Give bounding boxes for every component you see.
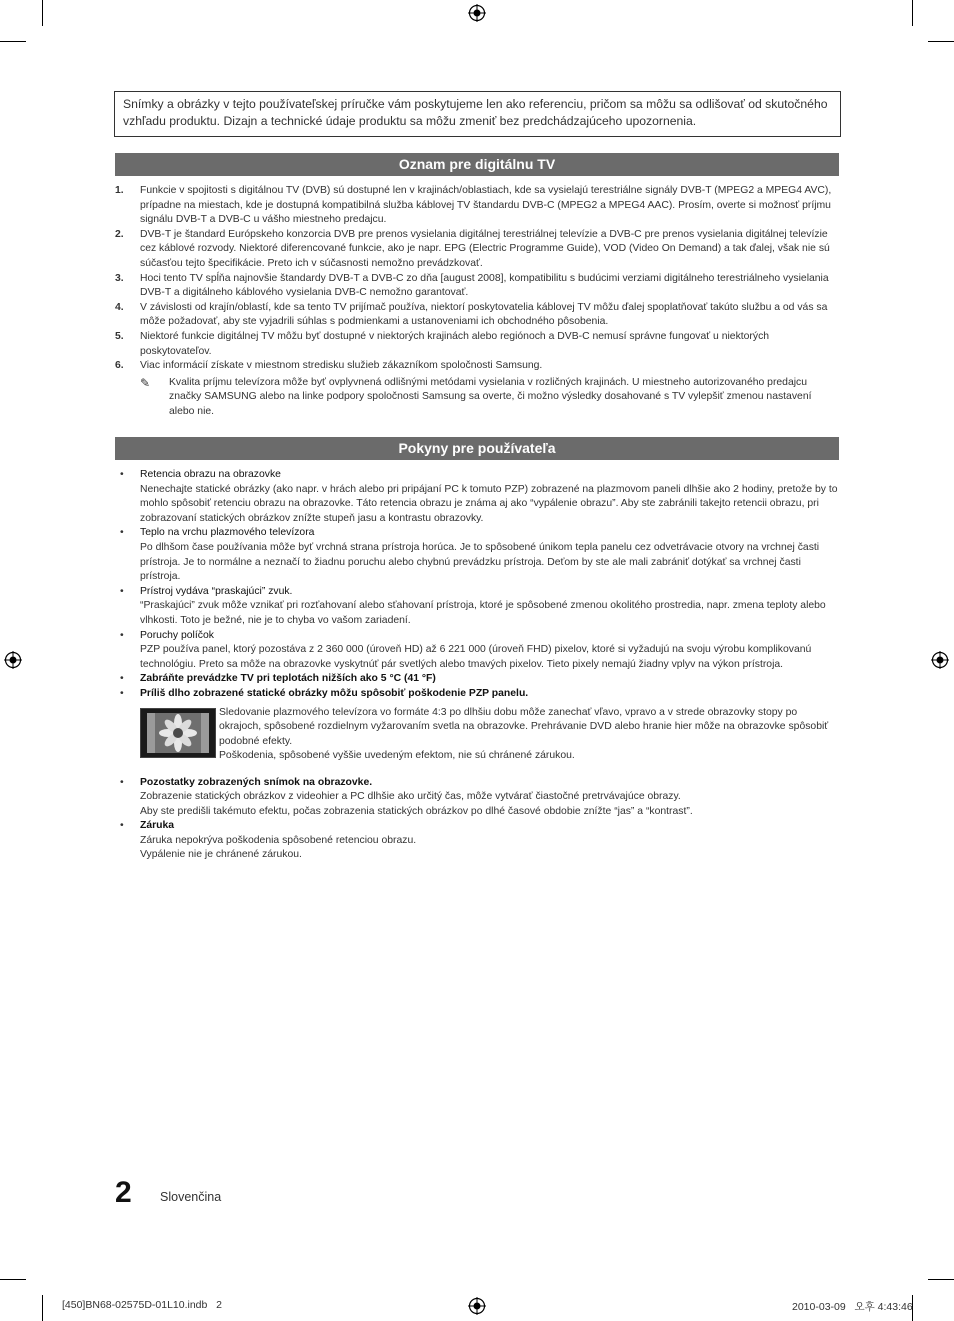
item-title-bold: Pozostatky zobrazených snímok na obrazovke.: [140, 776, 373, 788]
item-number: 4.: [115, 301, 124, 313]
bullet: •: [120, 585, 124, 597]
list-item: [115, 585, 839, 629]
registration-mark-icon: [468, 4, 486, 22]
bullet: •: [120, 820, 124, 832]
registration-mark-icon: [931, 651, 949, 669]
tv-screen-flower-image: [140, 708, 216, 758]
item-text: Po dlhšom čase používania môže byť vrchná strana prístroja horúca. Je to spôsobené únikom tepla panelu cez odvetrávacie otvory na vrchnej časti prístroja. Je to normálne a neznačí to žiadnu poruchu alebo chybnú prevádzku prístroja. Deťom by ste ale mali zabrániť dotýkať sa vrchnej časti prístroja.: [140, 541, 820, 583]
list-item: [115, 272, 839, 301]
bullet: •: [120, 527, 124, 539]
list-item: [115, 672, 839, 687]
bullet: •: [120, 776, 124, 788]
item-text: PZP používa panel, ktorý pozostáva z 2 360 000 (úroveň HD) až 6 221 000 (úroveň FHD) pixelov, ktoré si vyžadujú na svoju výrobu komplikovanú technológiu. Preto sa môže na obrazovke vyskytnúť pár svetlých alebo tmavých pixelov. Tieto pixely nemajú žiadny vplyv na výkon prístroja.: [140, 644, 812, 670]
list-item: [115, 330, 839, 359]
item-number: 3.: [115, 272, 124, 284]
footer-file-info: [450]BN68-02575D-01L10.indb 2: [62, 1299, 222, 1311]
item-title-bold: Zabráňte prevádzke TV pri teplotách nižších ako 5 °C (41 °F): [140, 673, 436, 685]
page-language: Slovenčina: [160, 1190, 222, 1204]
item-text: Nenechajte statické obrázky (ako napr. v hrách alebo pri pripájaní PC k tomuto PZP) zobrazené na plazmovom paneli dlhšie ako 2 hodiny, pretože by to mohlo spôsobiť retenciu obrazu na obrazovke. Táto retencia obrazu je známa aj ako “vypálenie obrazu”. Aby ste zabránili takejto retencii obrazu, pri zobrazovaní statických obrázkov znížte stupeň jasu a kontrastu obrazovky.: [140, 483, 838, 524]
item-text: V závislosti od krajín/oblastí, kde sa tento TV prijímač používa, niektorí poskytovatelia káblovej TV môžu ďalej spoplatňovať takúto službu a od vás sa môže požadovať, aby ste vyjadrili súhlas s podmienkami a ustanoveniami ich obchodného pôsobenia.: [140, 301, 828, 328]
list-item: [115, 468, 839, 526]
disclaimer-box: Snímky a obrázky v tejto používateľskej príručke vám poskytujeme len ako referenciu, pričom sa môžu sa odlišovať od skutočného vzhľadu produktu. Dizajn a technické údaje produktu sa môžu zmeniť bez predchádzajúceho upozornenia.: [114, 91, 841, 137]
bullet: •: [120, 629, 124, 641]
item-text: Niektoré funkcie digitálnej TV môžu byť dostupné v niektorých krajinách alebo regiónoch a DVB-C nemusí správne fungovať u niektorých poskytovateľov.: [140, 330, 770, 357]
bullet: •: [120, 687, 124, 699]
registration-mark-icon: [4, 651, 22, 669]
burn-in-text: [219, 706, 839, 764]
item-number: 1.: [115, 185, 124, 196]
crop-mark: [0, 1279, 26, 1280]
crop-mark: [928, 41, 954, 42]
burn-in-example: [140, 706, 839, 768]
burn-in-warranty: Poškodenia, spôsobené vyššie uvedeným efektom, nie sú chránené zárukou.: [219, 750, 575, 762]
item-title-bold: Príliš dlho zobrazené statické obrázky môžu spôsobiť poškodenie PZP panelu.: [140, 687, 529, 699]
crop-mark: [42, 0, 43, 26]
item-line: Vypálenie nie je chránené zárukou.: [140, 849, 302, 861]
dvb-numbered-list: [115, 184, 839, 420]
item-text: “Praskajúci” zvuk môže vznikať pri rozťahovaní alebo sťahovaní prístroja, ktoré je spôsobené zmenou okolitého prostredia, napr. zmena teploty alebo vlhkosti. Toto je bežné, nie je to chyba vo vašom zariadení.: [140, 600, 826, 626]
item-number: 6.: [115, 360, 124, 372]
item-title-bold: Záruka: [140, 820, 175, 832]
user-bullet-list: [115, 468, 839, 863]
bullet: •: [120, 469, 124, 480]
item-text: Funkcie v spojitosti s digitálnou TV (DVB) sú dostupné len v krajinách/oblastiach, kde sa vysielajú terestriálne signály DVB-T (MPEG2 a MPEG4 AVC), prípadne na miestach, kde je dostupná kompatibilná služba káblovej TV štandardu DVB-C (MPEG2 a MPEG4 AAC). Prosím, overte si možnosť príjmu signálu DVB-T a DVB-C u vášho miestneho predajcu.: [140, 185, 832, 226]
item-text: Viac informácií získate v miestnom stredisku služieb zákazníkom spoločnosti Samsung.: [140, 360, 543, 372]
item-text: DVB-T je štandard Európskeho konzorcia DVB pre prenos vysielania digitálnej terestriálnej televízie a DVB-C pre prenos vysielania digitálnej televízie cez káblové rozvody. Niektoré diferencované funkcie, ako je napr. EPG (Electric Programme Guide), VOD (Video On Demand) a tak ďalej, však nie sú súčasťou tejto špecifikácie. Preto ich v súčasnosti nemožno prevádzkovať.: [140, 228, 830, 269]
page-number: 2: [115, 1176, 132, 1209]
item-text: Hoci tento TV spĺňa najnovšie štandardy DVB-T a DVB-C zo dňa [august 2008], kompatibilitu s budúcimi verziami digitálneho terestriálneho vysielania DVB-T a digitálneho káblového vysielania DVB-C nemožno garantovať.: [140, 272, 829, 299]
bullet: •: [120, 673, 124, 685]
item-title: Poruchy políčok: [140, 629, 214, 641]
item-number: 2.: [115, 228, 124, 240]
note-text: Kvalita príjmu televízora môže byť ovplyvnená odlišnými metódami vysielania v rozličných krajinách. U miestneho autorizovaného predajcu značky SAMSUNG alebo na linke podpory spoločnosti Samsung sa overte, či možno výsledky dosahované s TV vylepšiť zmenou nastavení alebo nie.: [169, 376, 812, 417]
item-line: Zobrazenie statických obrázkov z videohier a PC dlhšie ako určitý čas, môže vytvárať čiastočné pretrvávajúce obrazy.: [140, 791, 681, 803]
item-title: Retencia obrazu na obrazovke: [140, 469, 281, 480]
registration-mark-icon: [468, 1297, 486, 1315]
crop-mark: [42, 1295, 43, 1321]
footer-timestamp: 2010-03-09 오후 4:43:46: [792, 1301, 913, 1313]
crop-mark: [928, 1279, 954, 1280]
section-header-user: Pokyny pre používateľa: [115, 437, 839, 460]
list-item: [115, 776, 839, 820]
item-line: Aby ste predišli takémuto efektu, počas zobrazenia statických obrázkov po dlhé časové obdobie znížte “jas” a “kontrast”.: [140, 805, 693, 817]
item-number: 5.: [115, 330, 124, 342]
crop-mark: [912, 0, 913, 26]
list-item: [115, 301, 839, 330]
list-item: [115, 359, 839, 374]
list-item: [115, 184, 839, 228]
list-item: [115, 819, 839, 863]
list-item: [115, 629, 839, 673]
note-pencil-icon: ✎: [140, 375, 151, 390]
section-header-dvb: Oznam pre digitálnu TV: [115, 153, 839, 176]
burn-in-description: Sledovanie plazmového televízora vo formáte 4:3 po dlhšiu dobu môže zanechať vľavo, vpravo a v strede obrazovky stopy po okrajoch, spôsobené rozdielnym vyžarovaním svetla na obrazovke. Prehrávanie DVD alebo hranie hier môže na obrazovke spôsobiť podobné efekty.: [219, 706, 829, 747]
item-line: Záruka nepokrýva poškodenia spôsobené retenciou obrazu.: [140, 834, 417, 846]
list-item: [115, 228, 839, 272]
item-title: Teplo na vrchu plazmového televízora: [140, 527, 315, 539]
item-title: Prístroj vydáva “praskajúci” zvuk.: [140, 585, 293, 597]
note: [115, 376, 839, 420]
list-item: [115, 687, 839, 702]
crop-mark: [0, 41, 26, 42]
list-item: [115, 526, 839, 584]
